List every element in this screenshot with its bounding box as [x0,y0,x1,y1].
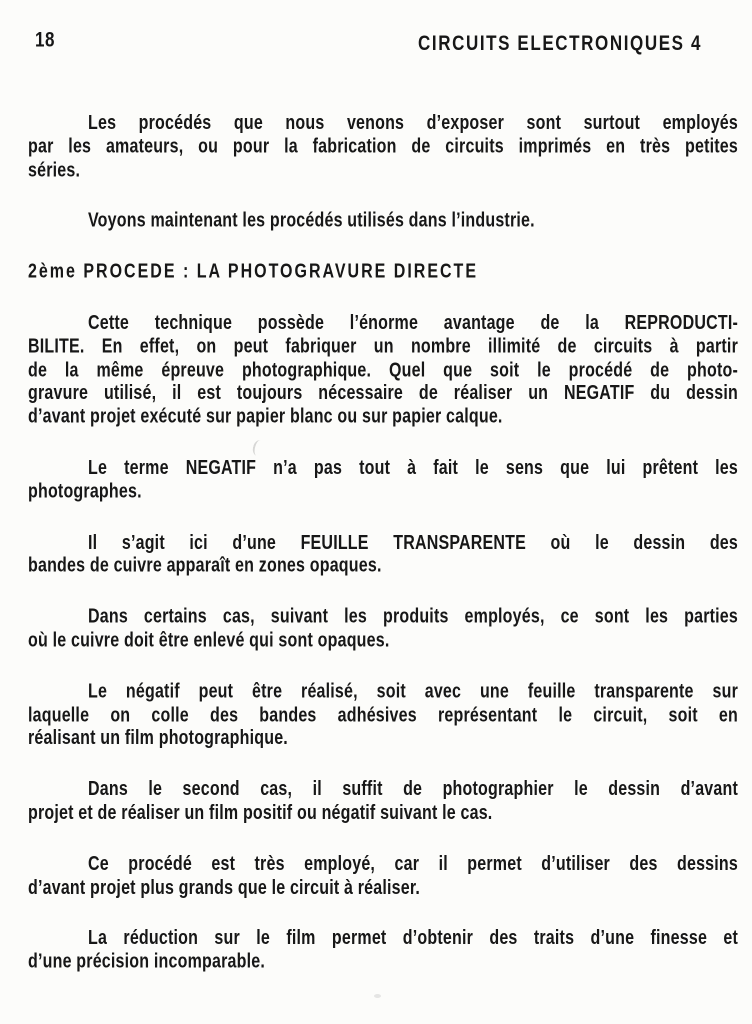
text-line: gravure utilisé, il est toujours nécessaire de réaliser un NEGATIF du dessin [28,382,738,405]
text-line: d’une précision incomparable. [28,951,265,973]
text-line: d’avant projet exécuté sur papier blanc ou sur papier calque. [28,406,503,428]
paragraph [28,779,738,826]
text-line: où le cuivre doit être enlevé qui sont opaques. [28,629,390,652]
text-line: séries. [28,159,81,181]
text-line: Le terme NEGATIF n’a pas tout à fait le sens que lui prêtent les [88,457,738,479]
section-heading: 2ème PROCEDE : LA PHOTOGRAVURE DIRECTE [28,261,478,283]
paragraph [28,113,738,183]
text-line: Dans certains cas, suivant les produits employés, ce sont les parties [88,606,738,628]
text-line: Les procédés que nous venons d’exposer sont surtout employés [88,112,738,134]
text-line: Dans le second cas, il suffit de photographier le dessin d’avant [88,778,738,801]
paragraph [28,606,738,653]
text-line: Voyons maintenant les procédés utilisés dans l’industrie. [88,210,535,232]
page-header [35,28,702,53]
scan-smudge [374,994,381,998]
text-line: réalisant un film photographique. [28,727,288,750]
paragraph [28,210,738,233]
paragraph [28,681,738,751]
paragraph [28,532,738,579]
text-line: bandes de cuivre apparaît en zones opaques. [28,555,382,577]
page-number: 18 [35,27,55,52]
running-title: CIRCUITS ELECTRONIQUES 4 [418,31,702,55]
text-line: Il s’agit ici d’une FEUILLE TRANSPARENTE où le dessin des [88,531,738,554]
paragraph [28,457,738,504]
page-body [28,113,738,1003]
text-line: La réduction sur le film permet d’obtenir des traits d’une finesse et [88,927,738,950]
text-line: par les amateurs, ou pour la fabrication de circuits imprimés en très petites [28,135,738,158]
text-line: de la même épreuve photographique. Quel que soit le procédé de photo- [28,359,738,381]
text-line: Ce procédé est très employé, car il permet d’utiliser des dessins [88,853,738,875]
text-line: BILITE. En effet, on peut fabriquer un nombre illimité de circuits à partir [28,335,738,358]
paragraph [28,312,738,429]
text-line: Le négatif peut être réalisé, soit avec une feuille transparente sur [88,680,738,703]
text-line: photographes. [28,480,142,503]
text-line: Cette technique possède l’énorme avantage de la REPRODUCTI- [88,312,738,334]
text-line: projet et de réaliser un film positif ou négatif suivant le cas. [28,802,493,824]
paragraph [28,928,738,975]
paragraph [28,853,738,900]
text-line: laquelle on colle des bandes adhésives représentant le circuit, soit en [28,704,738,726]
text-line: d’avant projet plus grands que le circuit à réaliser. [28,876,421,899]
